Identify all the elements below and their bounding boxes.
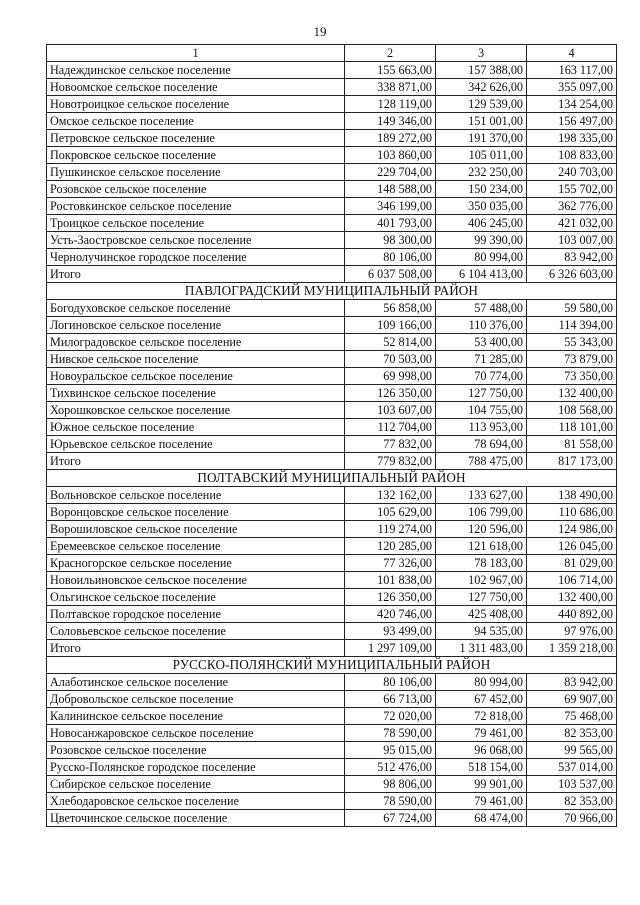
settlement-row <box>47 589 617 606</box>
column-header-4: 4 <box>527 45 617 62</box>
district-heading-row <box>47 283 617 300</box>
district-title: ПОЛТАВСКИЙ МУНИЦИПАЛЬНЫЙ РАЙОН <box>47 470 617 487</box>
amount-col-2: 98 300,00 <box>345 232 436 249</box>
amount-col-2: 98 806,00 <box>345 776 436 793</box>
amount-col-2: 78 590,00 <box>345 793 436 810</box>
settlement-name: Соловьевское сельское поселение <box>47 623 345 640</box>
amount-col-3: 113 953,00 <box>436 419 527 436</box>
budget-table-body <box>47 45 617 827</box>
settlement-name: Цветочинское сельское поселение <box>47 810 345 827</box>
amount-col-4: 73 350,00 <box>527 368 617 385</box>
amount-col-2: 70 503,00 <box>345 351 436 368</box>
amount-col-2: 126 350,00 <box>345 385 436 402</box>
amount-col-4: 421 032,00 <box>527 215 617 232</box>
column-header-3: 3 <box>436 45 527 62</box>
settlement-row <box>47 232 617 249</box>
settlement-row <box>47 555 617 572</box>
amount-col-3: 68 474,00 <box>436 810 527 827</box>
amount-col-4: 817 173,00 <box>527 453 617 470</box>
settlement-name: Алаботинское сельское поселение <box>47 674 345 691</box>
amount-col-3: 151 001,00 <box>436 113 527 130</box>
amount-col-3: 121 618,00 <box>436 538 527 555</box>
amount-col-3: 102 967,00 <box>436 572 527 589</box>
column-number-row <box>47 45 617 62</box>
settlement-name: Логиновское сельское поселение <box>47 317 345 334</box>
amount-col-3: 129 539,00 <box>436 96 527 113</box>
amount-col-4: 70 966,00 <box>527 810 617 827</box>
settlement-row <box>47 300 617 317</box>
settlement-name: Новоуральское сельское поселение <box>47 368 345 385</box>
settlement-name: Надеждинское сельское поселение <box>47 62 345 79</box>
settlement-row <box>47 606 617 623</box>
amount-col-2: 126 350,00 <box>345 589 436 606</box>
settlement-row <box>47 368 617 385</box>
total-label: Итого <box>47 640 345 657</box>
amount-col-2: 779 832,00 <box>345 453 436 470</box>
amount-col-3: 94 535,00 <box>436 623 527 640</box>
amount-col-2: 72 020,00 <box>345 708 436 725</box>
amount-col-4: 69 907,00 <box>527 691 617 708</box>
settlement-row <box>47 810 617 827</box>
amount-col-3: 106 799,00 <box>436 504 527 521</box>
total-row <box>47 453 617 470</box>
amount-col-2: 80 106,00 <box>345 249 436 266</box>
settlement-name: Вольновское сельское поселение <box>47 487 345 504</box>
amount-col-4: 108 568,00 <box>527 402 617 419</box>
settlement-row <box>47 759 617 776</box>
amount-col-3: 104 755,00 <box>436 402 527 419</box>
amount-col-2: 155 663,00 <box>345 62 436 79</box>
district-title: ПАВЛОГРАДСКИЙ МУНИЦИПАЛЬНЫЙ РАЙОН <box>47 283 617 300</box>
amount-col-3: 67 452,00 <box>436 691 527 708</box>
settlement-name: Русско-Полянское городское поселение <box>47 759 345 776</box>
settlement-row <box>47 181 617 198</box>
amount-col-3: 406 245,00 <box>436 215 527 232</box>
amount-col-2: 148 588,00 <box>345 181 436 198</box>
amount-col-4: 73 879,00 <box>527 351 617 368</box>
amount-col-4: 6 326 603,00 <box>527 266 617 283</box>
settlement-row <box>47 504 617 521</box>
amount-col-2: 109 166,00 <box>345 317 436 334</box>
settlement-row <box>47 351 617 368</box>
amount-col-2: 67 724,00 <box>345 810 436 827</box>
total-row <box>47 640 617 657</box>
amount-col-2: 128 119,00 <box>345 96 436 113</box>
amount-col-4: 163 117,00 <box>527 62 617 79</box>
settlement-row <box>47 691 617 708</box>
amount-col-4: 83 942,00 <box>527 674 617 691</box>
settlement-name: Воронцовское сельское поселение <box>47 504 345 521</box>
settlement-name: Новоильиновское сельское поселение <box>47 572 345 589</box>
amount-col-2: 420 746,00 <box>345 606 436 623</box>
amount-col-2: 132 162,00 <box>345 487 436 504</box>
amount-col-4: 134 254,00 <box>527 96 617 113</box>
settlement-name: Усть-Заостровское сельское поселение <box>47 232 345 249</box>
amount-col-3: 788 475,00 <box>436 453 527 470</box>
settlement-name: Новосанжаровское сельское поселение <box>47 725 345 742</box>
settlement-row <box>47 402 617 419</box>
amount-col-2: 401 793,00 <box>345 215 436 232</box>
amount-col-2: 52 814,00 <box>345 334 436 351</box>
amount-col-3: 133 627,00 <box>436 487 527 504</box>
settlement-name: Хлебодаровское сельское поселение <box>47 793 345 810</box>
amount-col-4: 198 335,00 <box>527 130 617 147</box>
settlement-name: Калининское сельское поселение <box>47 708 345 725</box>
total-row <box>47 266 617 283</box>
settlement-name: Ольгинское сельское поселение <box>47 589 345 606</box>
amount-col-3: 105 011,00 <box>436 147 527 164</box>
amount-col-2: 105 629,00 <box>345 504 436 521</box>
amount-col-3: 96 068,00 <box>436 742 527 759</box>
amount-col-4: 55 343,00 <box>527 334 617 351</box>
settlement-row <box>47 793 617 810</box>
amount-col-3: 350 035,00 <box>436 198 527 215</box>
amount-col-4: 103 537,00 <box>527 776 617 793</box>
column-header-2: 2 <box>345 45 436 62</box>
settlement-name: Омское сельское поселение <box>47 113 345 130</box>
settlement-name: Хорошковское сельское поселение <box>47 402 345 419</box>
amount-col-4: 75 468,00 <box>527 708 617 725</box>
settlement-row <box>47 436 617 453</box>
settlement-row <box>47 538 617 555</box>
amount-col-4: 81 029,00 <box>527 555 617 572</box>
settlement-name: Пушкинское сельское поселение <box>47 164 345 181</box>
amount-col-3: 80 994,00 <box>436 674 527 691</box>
amount-col-2: 103 860,00 <box>345 147 436 164</box>
amount-col-3: 80 994,00 <box>436 249 527 266</box>
settlement-row <box>47 521 617 538</box>
settlement-row <box>47 487 617 504</box>
amount-col-2: 120 285,00 <box>345 538 436 555</box>
settlement-name: Богодуховское сельское поселение <box>47 300 345 317</box>
amount-col-3: 79 461,00 <box>436 793 527 810</box>
amount-col-2: 95 015,00 <box>345 742 436 759</box>
column-header-1: 1 <box>47 45 345 62</box>
settlement-row <box>47 708 617 725</box>
amount-col-2: 69 998,00 <box>345 368 436 385</box>
amount-col-3: 78 183,00 <box>436 555 527 572</box>
amount-col-3: 127 750,00 <box>436 589 527 606</box>
amount-col-4: 240 703,00 <box>527 164 617 181</box>
amount-col-4: 83 942,00 <box>527 249 617 266</box>
amount-col-3: 150 234,00 <box>436 181 527 198</box>
settlement-row <box>47 674 617 691</box>
amount-col-4: 59 580,00 <box>527 300 617 317</box>
amount-col-2: 512 476,00 <box>345 759 436 776</box>
total-label: Итого <box>47 453 345 470</box>
amount-col-4: 355 097,00 <box>527 79 617 96</box>
settlement-row <box>47 776 617 793</box>
amount-col-4: 537 014,00 <box>527 759 617 776</box>
amount-col-4: 362 776,00 <box>527 198 617 215</box>
amount-col-2: 6 037 508,00 <box>345 266 436 283</box>
amount-col-2: 66 713,00 <box>345 691 436 708</box>
amount-col-4: 118 101,00 <box>527 419 617 436</box>
amount-col-3: 232 250,00 <box>436 164 527 181</box>
amount-col-2: 103 607,00 <box>345 402 436 419</box>
amount-col-2: 56 858,00 <box>345 300 436 317</box>
settlement-row <box>47 79 617 96</box>
settlement-name: Южное сельское поселение <box>47 419 345 436</box>
settlement-row <box>47 572 617 589</box>
amount-col-3: 425 408,00 <box>436 606 527 623</box>
settlement-row <box>47 62 617 79</box>
amount-col-2: 112 704,00 <box>345 419 436 436</box>
settlement-row <box>47 96 617 113</box>
amount-col-4: 156 497,00 <box>527 113 617 130</box>
settlement-row <box>47 164 617 181</box>
amount-col-3: 157 388,00 <box>436 62 527 79</box>
amount-col-4: 132 400,00 <box>527 385 617 402</box>
settlement-name: Новоомское сельское поселение <box>47 79 345 96</box>
amount-col-4: 81 558,00 <box>527 436 617 453</box>
settlement-row <box>47 147 617 164</box>
district-title: РУССКО-ПОЛЯНСКИЙ МУНИЦИПАЛЬНЫЙ РАЙОН <box>47 657 617 674</box>
amount-col-3: 71 285,00 <box>436 351 527 368</box>
amount-col-4: 99 565,00 <box>527 742 617 759</box>
amount-col-2: 77 832,00 <box>345 436 436 453</box>
settlement-row <box>47 725 617 742</box>
amount-col-3: 53 400,00 <box>436 334 527 351</box>
amount-col-3: 342 626,00 <box>436 79 527 96</box>
district-heading-row <box>47 657 617 674</box>
settlement-row <box>47 385 617 402</box>
settlement-row <box>47 215 617 232</box>
settlement-row <box>47 334 617 351</box>
amount-col-4: 82 353,00 <box>527 725 617 742</box>
amount-col-4: 114 394,00 <box>527 317 617 334</box>
settlement-row <box>47 419 617 436</box>
amount-col-3: 120 596,00 <box>436 521 527 538</box>
settlement-name: Полтавское городское поселение <box>47 606 345 623</box>
amount-col-4: 108 833,00 <box>527 147 617 164</box>
amount-col-2: 80 106,00 <box>345 674 436 691</box>
settlement-name: Красногорское сельское поселение <box>47 555 345 572</box>
settlement-name: Покровское сельское поселение <box>47 147 345 164</box>
amount-col-2: 119 274,00 <box>345 521 436 538</box>
amount-col-3: 99 901,00 <box>436 776 527 793</box>
amount-col-3: 127 750,00 <box>436 385 527 402</box>
amount-col-4: 126 045,00 <box>527 538 617 555</box>
amount-col-2: 78 590,00 <box>345 725 436 742</box>
amount-col-3: 78 694,00 <box>436 436 527 453</box>
amount-col-4: 97 976,00 <box>527 623 617 640</box>
amount-col-3: 110 376,00 <box>436 317 527 334</box>
amount-col-3: 70 774,00 <box>436 368 527 385</box>
amount-col-2: 149 346,00 <box>345 113 436 130</box>
total-label: Итого <box>47 266 345 283</box>
amount-col-3: 72 818,00 <box>436 708 527 725</box>
amount-col-4: 82 353,00 <box>527 793 617 810</box>
amount-col-4: 138 490,00 <box>527 487 617 504</box>
amount-col-2: 189 272,00 <box>345 130 436 147</box>
amount-col-2: 1 297 109,00 <box>345 640 436 657</box>
amount-col-3: 518 154,00 <box>436 759 527 776</box>
settlement-name: Добровольское сельское поселение <box>47 691 345 708</box>
amount-col-3: 57 488,00 <box>436 300 527 317</box>
amount-col-4: 110 686,00 <box>527 504 617 521</box>
settlement-name: Милоградовское сельское поселение <box>47 334 345 351</box>
settlement-name: Ворошиловское сельское поселение <box>47 521 345 538</box>
amount-col-2: 346 199,00 <box>345 198 436 215</box>
amount-col-4: 155 702,00 <box>527 181 617 198</box>
settlement-name: Еремеевское сельское поселение <box>47 538 345 555</box>
settlement-row <box>47 742 617 759</box>
amount-col-2: 338 871,00 <box>345 79 436 96</box>
amount-col-2: 229 704,00 <box>345 164 436 181</box>
settlement-row <box>47 623 617 640</box>
amount-col-4: 1 359 218,00 <box>527 640 617 657</box>
amount-col-2: 77 326,00 <box>345 555 436 572</box>
budget-table <box>46 44 617 827</box>
page-number: 19 <box>313 24 327 39</box>
amount-col-4: 106 714,00 <box>527 572 617 589</box>
settlement-name: Розовское сельское поселение <box>47 742 345 759</box>
settlement-name: Ростовкинское сельское поселение <box>47 198 345 215</box>
amount-col-3: 99 390,00 <box>436 232 527 249</box>
settlement-row <box>47 113 617 130</box>
settlement-name: Тихвинское сельское поселение <box>47 385 345 402</box>
district-heading-row <box>47 470 617 487</box>
settlement-row <box>47 249 617 266</box>
amount-col-3: 191 370,00 <box>436 130 527 147</box>
amount-col-4: 132 400,00 <box>527 589 617 606</box>
amount-col-4: 440 892,00 <box>527 606 617 623</box>
settlement-name: Петровское сельское поселение <box>47 130 345 147</box>
settlement-name: Чернолучинское городское поселение <box>47 249 345 266</box>
settlement-row <box>47 198 617 215</box>
settlement-name: Новотроицкое сельское поселение <box>47 96 345 113</box>
amount-col-3: 1 311 483,00 <box>436 640 527 657</box>
settlement-name: Юрьевское сельское поселение <box>47 436 345 453</box>
settlement-row <box>47 317 617 334</box>
amount-col-3: 6 104 413,00 <box>436 266 527 283</box>
settlement-name: Сибирское сельское поселение <box>47 776 345 793</box>
amount-col-4: 103 007,00 <box>527 232 617 249</box>
amount-col-2: 93 499,00 <box>345 623 436 640</box>
settlement-name: Розовское сельское поселение <box>47 181 345 198</box>
settlement-row <box>47 130 617 147</box>
settlement-name: Нивское сельское поселение <box>47 351 345 368</box>
amount-col-4: 124 986,00 <box>527 521 617 538</box>
amount-col-2: 101 838,00 <box>345 572 436 589</box>
settlement-name: Троицкое сельское поселение <box>47 215 345 232</box>
amount-col-3: 79 461,00 <box>436 725 527 742</box>
